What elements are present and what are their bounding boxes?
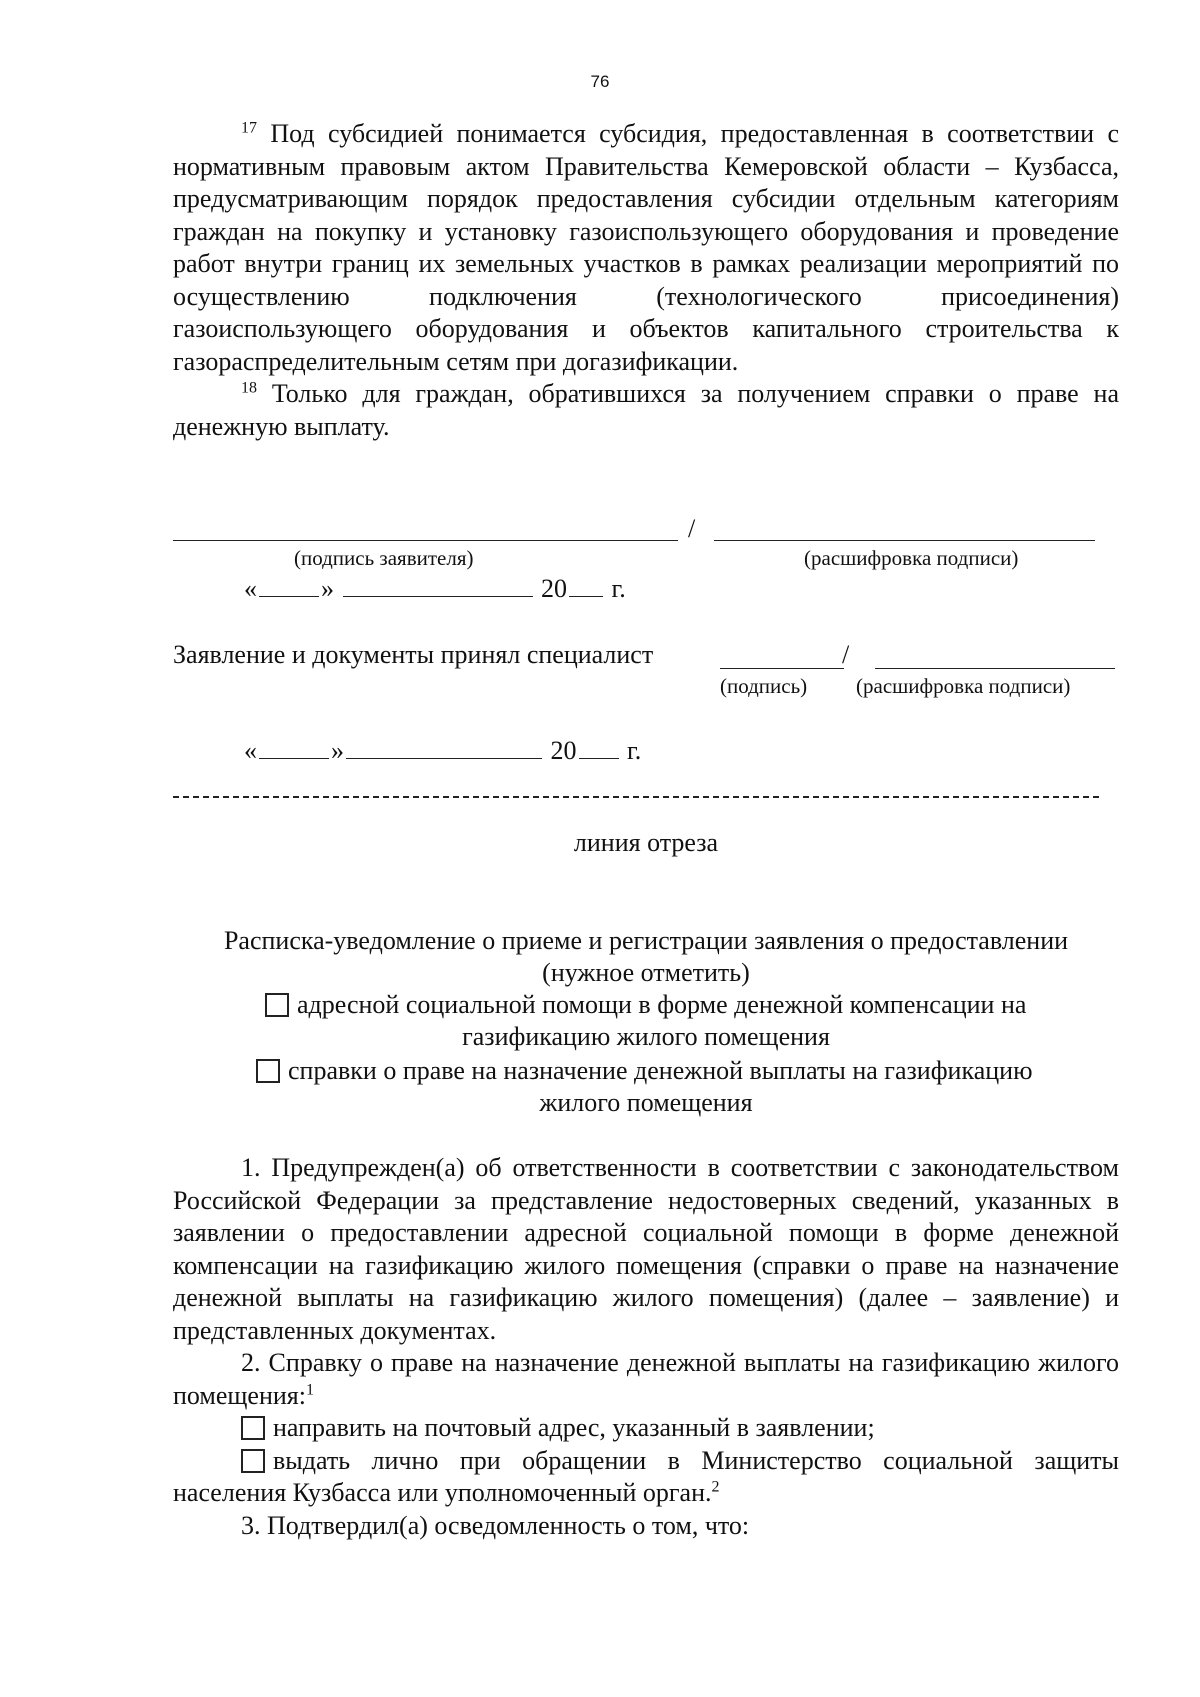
receipt-option-1-checkbox[interactable] xyxy=(265,993,289,1017)
specialist-date-year-prefix: 20 xyxy=(550,736,577,765)
specialist-decoding-label: (расшифровка подписи) xyxy=(856,674,1071,698)
date-day-blank[interactable] xyxy=(259,574,319,597)
receipt-option-2-checkbox[interactable] xyxy=(256,1059,280,1083)
item-2-mark: 1 xyxy=(305,1380,314,1398)
date-open-quote: « xyxy=(244,574,257,603)
receipt-items xyxy=(173,1152,1119,1542)
cut-line xyxy=(173,796,1099,798)
specialist-date-month-blank[interactable] xyxy=(346,736,542,759)
specialist-label: Заявление и документы принял специалист xyxy=(173,640,654,669)
specialist-date-year-suffix: г. xyxy=(627,736,642,765)
specialist-date-open-quote: « xyxy=(244,736,257,765)
item-2-option-1-checkbox[interactable] xyxy=(241,1416,265,1440)
receipt-subtitle: (нужное отметить) xyxy=(542,958,750,987)
footnote-17-mark: 17 xyxy=(241,119,257,137)
receipt-option-1-text: адресной социальной помощи в форме денежной компенсации на xyxy=(297,990,1027,1019)
receipt-option-2-line2: жилого помещения xyxy=(539,1088,753,1117)
date-year-blank[interactable] xyxy=(569,574,603,597)
date-month-blank[interactable] xyxy=(343,574,533,597)
item-2-text: 2. Справку о праве на назначение денежной выплаты на газификацию жилого помещения: xyxy=(173,1348,1119,1410)
item-3: 3. Подтвердил(а) осведомленность о том, что: xyxy=(241,1510,750,1540)
item-2-option-1-text: направить на почтовый адрес, указанный в заявлении; xyxy=(273,1413,875,1442)
item-1: 1. Предупрежден(а) об ответственности в соответствии с законодательством Российской Федерации за представление недостоверных сведений, указанных в заявлении о предоставлении адресной социальной помощи в форме денежной компенсации на газификацию жилого помещения (справки о праве на назначение денежной выплаты на газификацию жилого помещения) (далее – заявление) и представленных документах. xyxy=(173,1153,1119,1345)
specialist-decoding-line[interactable] xyxy=(875,668,1115,669)
item-2-option-1 xyxy=(173,1412,1119,1445)
specialist-signature-line[interactable] xyxy=(720,668,844,669)
applicant-signature-label: (подпись заявителя) xyxy=(294,546,474,570)
specialist-separator: / xyxy=(842,640,850,669)
signature-separator: / xyxy=(688,514,696,543)
date-year-prefix: 20 xyxy=(541,574,567,603)
receipt-option-2-text: справки о праве на назначение денежной выплаты на газификацию xyxy=(288,1056,1033,1085)
applicant-decoding-line[interactable] xyxy=(714,540,1095,541)
receipt-option-2 xyxy=(256,1056,1033,1086)
receipt-title: Расписка-уведомление о приеме и регистрации заявления о предоставлении xyxy=(223,926,1069,955)
item-2-option-2-checkbox[interactable] xyxy=(241,1449,265,1473)
item-2-option-2-text: выдать лично при обращении в Министерство социальной защиты населения Кузбасса или уполномоченный орган. xyxy=(173,1445,1119,1507)
receipt-option-1 xyxy=(265,990,1026,1020)
applicant-decoding-label: (расшифровка подписи) xyxy=(804,546,1019,570)
specialist-date-day-blank[interactable] xyxy=(259,736,329,759)
applicant-date xyxy=(244,574,626,604)
specialist-sign-label: (подпись) xyxy=(720,674,808,698)
footnote-18-text: Только для граждан, обратившихся за получением справки о праве на денежную выплату. xyxy=(173,379,1119,441)
receipt-option-1-line2: газификацию жилого помещения xyxy=(462,1022,830,1051)
footnote-17-text: Под субсидией понимается субсидия, предоставленная в соответствии с нормативным правовым актом Правительства Кемеровской области – Кузбасса, предусматривающим порядок предоставления субсидии отдельным категориям граждан на покупку и установку газоиспользующего оборудования и проведение работ внутри границ их земельных участков в рамках реализации мероприятий по осуществлению подключения (технологического присоединения) газоиспользующего оборудования и объектов капитального строительства к газораспределительным сетям при догазификации. xyxy=(173,119,1119,376)
footnote-18-mark: 18 xyxy=(241,379,257,397)
footnotes xyxy=(173,118,1119,443)
specialist-date-year-blank[interactable] xyxy=(579,736,619,759)
specialist-date xyxy=(244,736,641,766)
page-number: 76 xyxy=(590,72,610,91)
specialist-date-close-quote: » xyxy=(331,736,344,765)
cut-line-label: линия отреза xyxy=(573,828,719,857)
date-year-suffix: г. xyxy=(611,574,626,603)
item-2-option-2-mark: 2 xyxy=(711,1478,720,1496)
item-2-option-2 xyxy=(173,1445,1119,1510)
footnote-18 xyxy=(173,378,1119,443)
date-close-quote: » xyxy=(321,574,334,603)
applicant-signature-line[interactable] xyxy=(173,540,678,541)
item-2 xyxy=(173,1347,1119,1412)
footnote-17 xyxy=(173,118,1119,378)
